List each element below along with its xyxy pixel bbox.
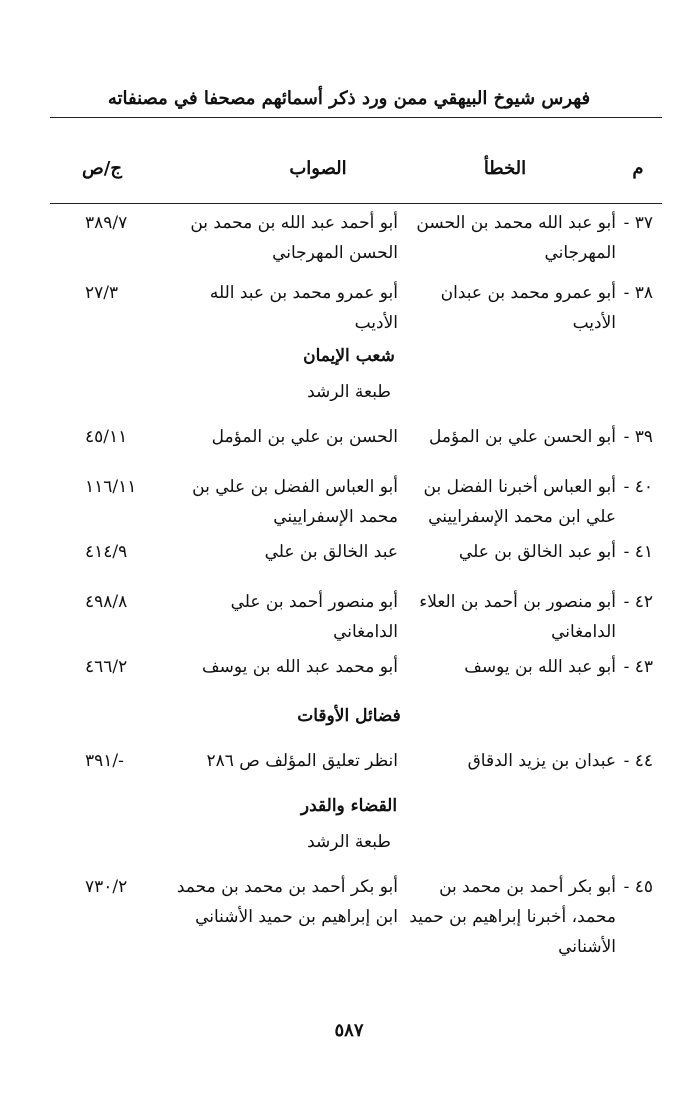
entry-correct: أبو عمرو محمد بن عبد الله الأديب	[209, 283, 398, 333]
column-header-ref: ج/ص	[82, 158, 122, 179]
entry-wrong: أبو منصور بن أحمد بن العلاء الدامغاني	[419, 592, 616, 642]
entry-correct: أبو منصور أحمد بن علي الدامغاني	[230, 592, 398, 642]
entry-number: ٣٧ -	[623, 213, 653, 233]
entry-number: ٤١ -	[623, 542, 653, 562]
entry-ref: ٤٩٨/٨	[85, 592, 128, 612]
page-number: ٥٨٧	[334, 1020, 364, 1041]
entry-wrong: أبو عبد الخالق بن علي	[458, 542, 616, 562]
section-title: فضائل الأوقات	[297, 706, 401, 726]
entry-correct: أبو العباس الفضل بن علي بن محمد الإسفراييني	[192, 477, 398, 527]
entry-correct: أبو بكر أحمد بن محمد بن محمد ابن إبراهيم بن حميد الأشناني	[176, 877, 398, 927]
entry-correct: عبد الخالق بن علي	[264, 542, 398, 562]
entry-number: ٤٣ -	[623, 657, 653, 677]
column-header-num: م	[632, 158, 644, 179]
entry-ref: ٣٨٩/٧	[85, 213, 128, 233]
entry-number: ٤٥ -	[623, 877, 653, 897]
section-subtitle: طبعة الرشد	[307, 382, 391, 402]
entry-wrong: أبو عمرو محمد بن عبدان الأديب	[440, 283, 616, 333]
entry-ref: ٤١٤/٩	[85, 542, 128, 562]
entry-number: ٣٩ -	[623, 427, 653, 447]
section-title: القضاء والقدر	[300, 796, 398, 816]
entry-number: ٤٠ -	[623, 477, 653, 497]
header-rule	[50, 117, 662, 118]
entry-number: ٣٨ -	[623, 283, 653, 303]
running-head: فهرس شيوخ البيهقي ممن ورد ذكر أسمائهم مصحفا في مصنفاته	[107, 88, 591, 109]
entry-number: ٤٤ -	[623, 751, 653, 771]
entry-number: ٤٢ -	[623, 592, 653, 612]
entry-wrong: عبدان بن يزيد الدقاق	[467, 751, 616, 771]
entry-ref: ٢٧/٣	[85, 283, 119, 303]
entry-ref: ٧٣٠/٢	[85, 877, 128, 897]
entry-ref: ٤٦٦/٢	[85, 657, 128, 677]
entry-wrong: أبو عبد الله محمد بن الحسن المهرجاني	[416, 213, 616, 263]
entry-wrong: أبو بكر أحمد بن محمد بن محمد، أخبرنا إبراهيم بن حميد الأشناني	[409, 877, 616, 957]
entry-ref: ٤٥/١١	[85, 427, 128, 447]
entry-correct: أبو محمد عبد الله بن يوسف	[202, 657, 398, 677]
entry-correct: أبو أحمد عبد الله بن محمد بن الحسن المهرجاني	[190, 213, 398, 263]
entry-correct: انظر تعليق المؤلف ص ٢٨٦	[206, 751, 398, 771]
section-subtitle: طبعة الرشد	[307, 832, 391, 852]
entry-ref: -/٣٩١	[85, 751, 124, 771]
entry-correct: الحسن بن علي بن المؤمل	[211, 427, 398, 447]
entry-wrong: أبو عبد الله بن يوسف	[464, 657, 616, 677]
column-header-correct: الصواب	[289, 158, 347, 179]
entry-wrong: أبو الحسن علي بن المؤمل	[429, 427, 616, 447]
entry-wrong: أبو العباس أخبرنا الفضل بن علي ابن محمد الإسفراييني	[423, 477, 616, 527]
section-title: شعب الإيمان	[303, 346, 395, 366]
table-header-rule	[50, 203, 662, 204]
entry-ref: ١١٦/١١	[85, 477, 137, 497]
column-header-wrong: الخطأ	[483, 158, 527, 179]
